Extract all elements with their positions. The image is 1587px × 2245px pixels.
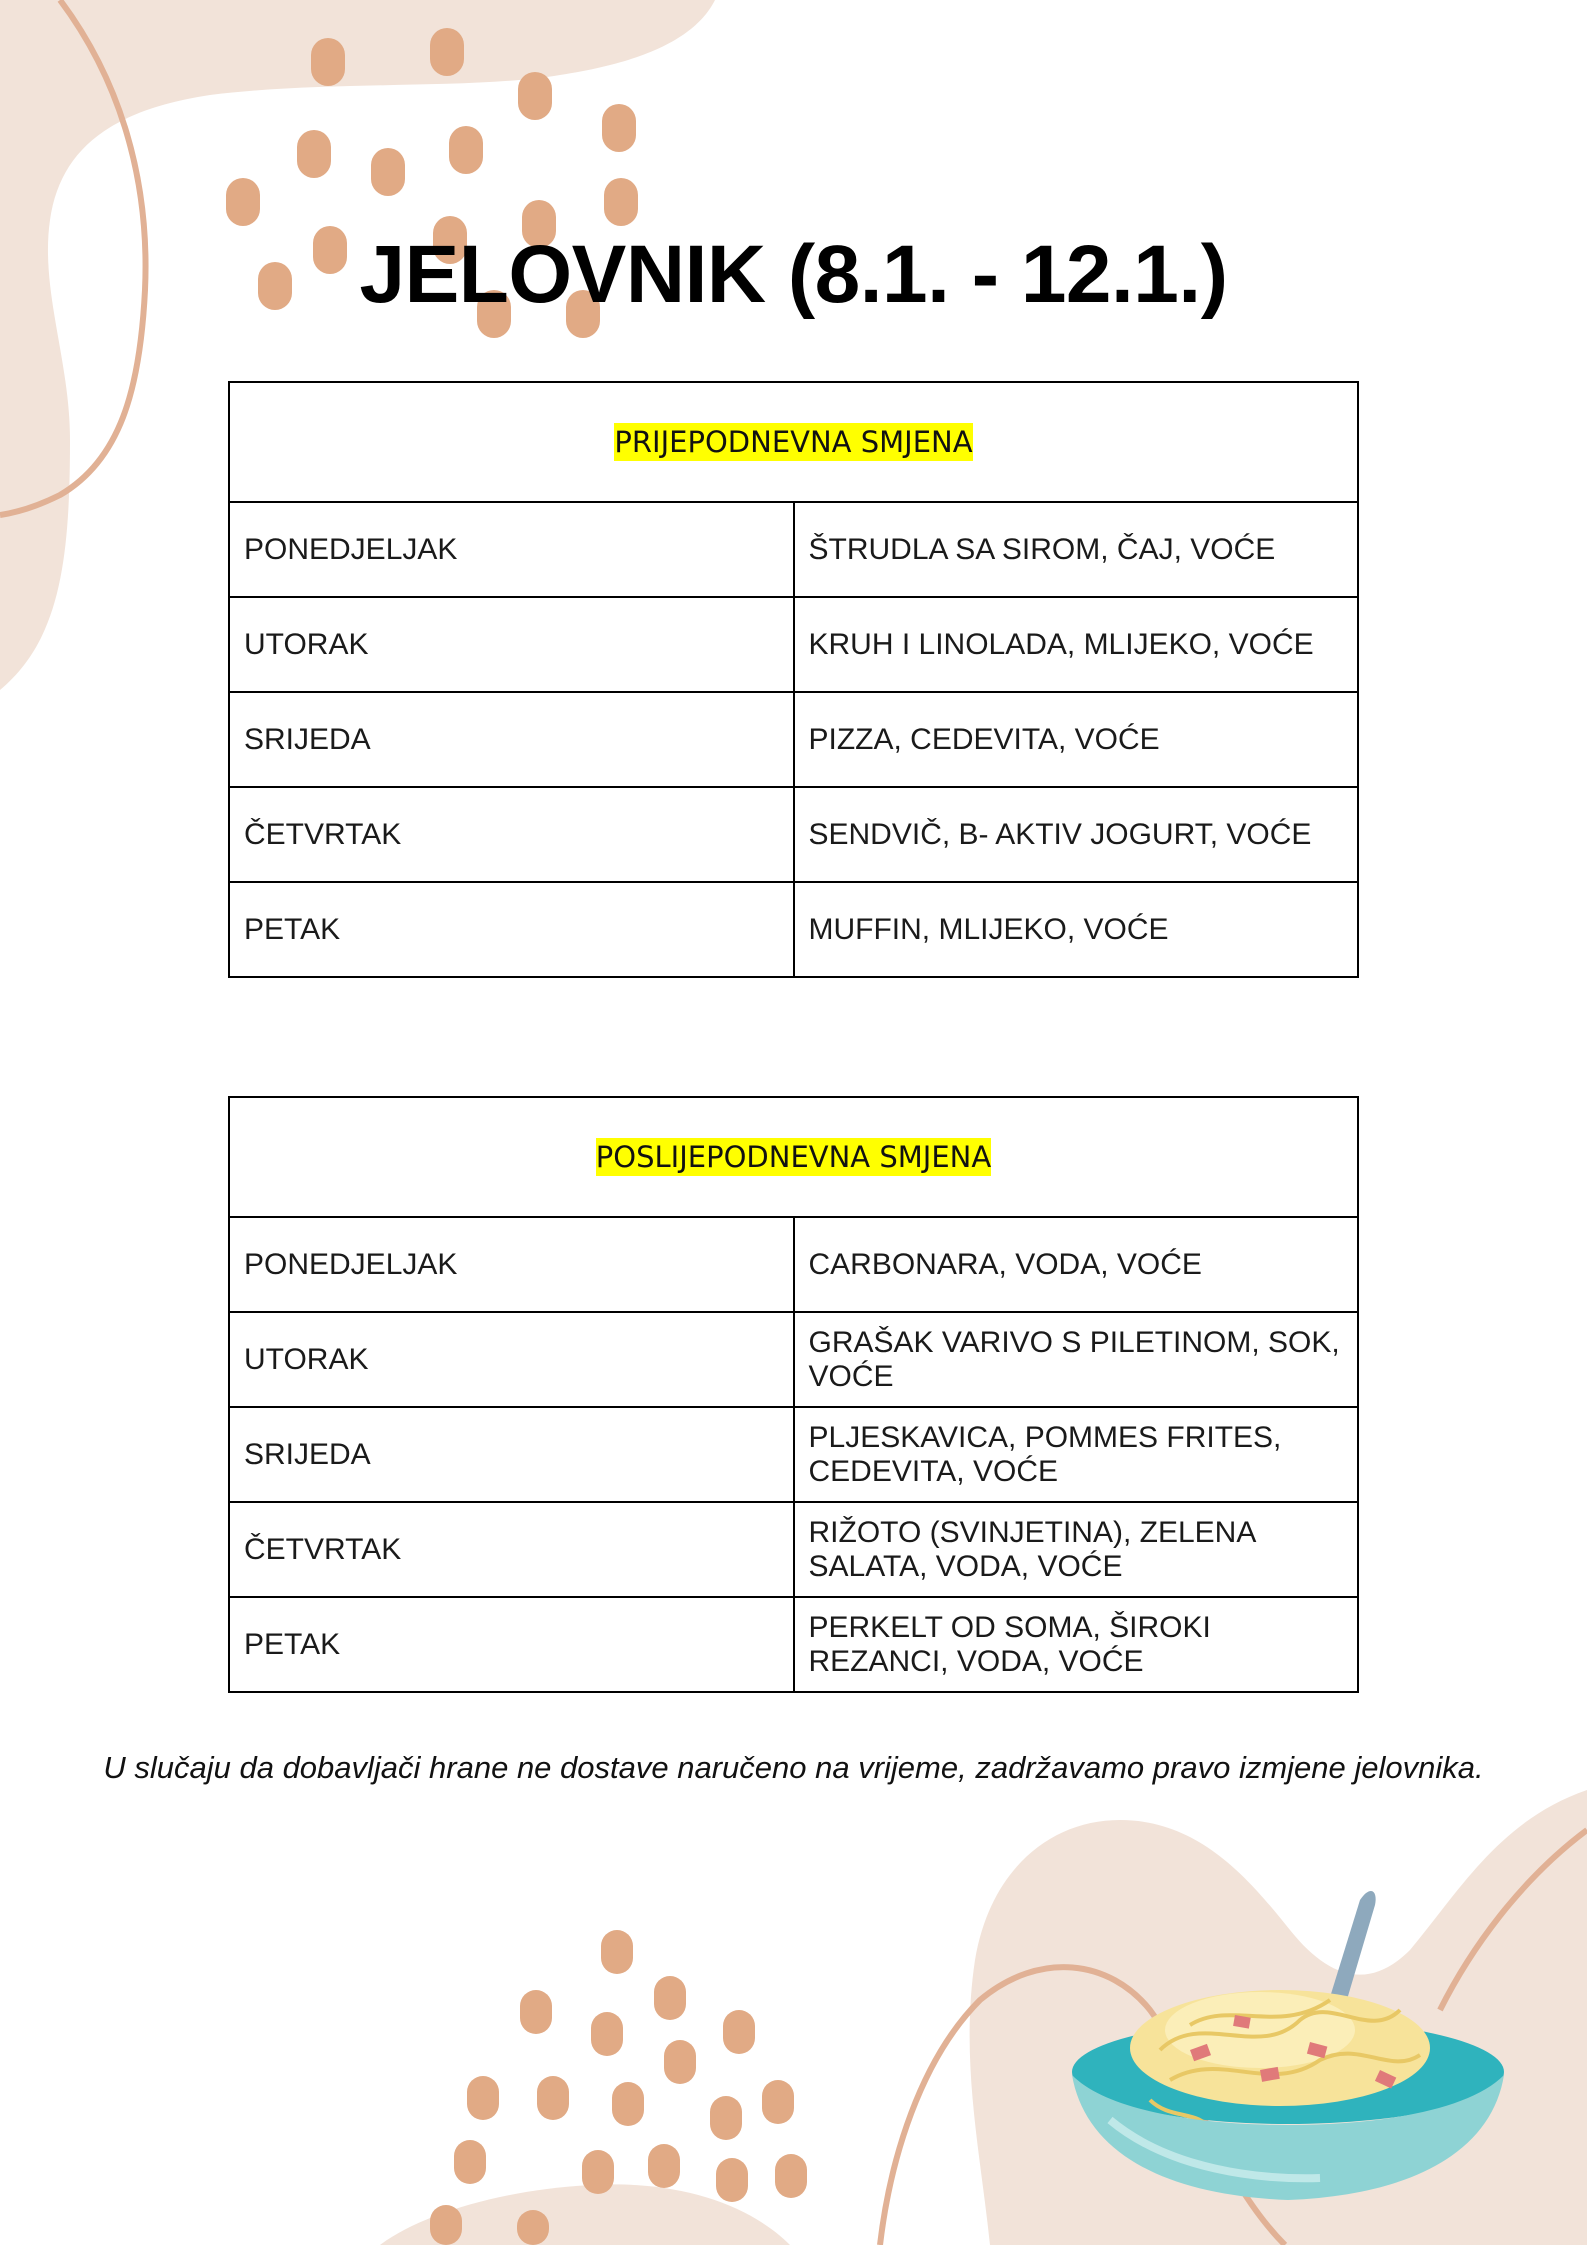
- table-row: [229, 692, 1358, 787]
- day-cell: SRIJEDA: [229, 692, 794, 787]
- meal-cell: CARBONARA, VODA, VOĆE: [794, 1217, 1359, 1312]
- day-cell: UTORAK: [229, 597, 794, 692]
- table-header-row: [229, 1097, 1358, 1217]
- meal-cell: ŠTRUDLA SA SIROM, ČAJ, VOĆE: [794, 502, 1359, 597]
- table-row: [229, 1312, 1358, 1407]
- table-row: [229, 1407, 1358, 1502]
- day-cell: UTORAK: [229, 1312, 794, 1407]
- day-cell: SRIJEDA: [229, 1407, 794, 1502]
- morning-shift-table: [228, 381, 1359, 978]
- page-title: JELOVNIK (8.1. - 12.1.): [359, 229, 1228, 320]
- table-row: [229, 787, 1358, 882]
- day-cell: ČETVRTAK: [229, 787, 794, 882]
- table-heading: PRIJEPODNEVNA SMJENA: [614, 424, 973, 459]
- meal-cell: SENDVIČ, B- AKTIV JOGURT, VOĆE: [794, 787, 1359, 882]
- table-heading-cell: [229, 382, 1358, 502]
- meal-cell: MUFFIN, MLIJEKO, VOĆE: [794, 882, 1359, 977]
- table-row: [229, 882, 1358, 977]
- meal-cell: PIZZA, CEDEVITA, VOĆE: [794, 692, 1359, 787]
- day-cell: PETAK: [229, 882, 794, 977]
- table-header-row: [229, 382, 1358, 502]
- disclaimer-note: U slučaju da dobavljači hrane ne dostave naručeno na vrijeme, zadržavamo pravo izmjene jelovnika.: [103, 1750, 1484, 1785]
- table-row: [229, 1217, 1358, 1312]
- table-heading: POSLIJEPODNEVNA SMJENA: [595, 1139, 992, 1174]
- table-row: [229, 1597, 1358, 1692]
- meal-cell: PLJESKAVICA, POMMES FRITES, CEDEVITA, VOĆE: [794, 1407, 1359, 1502]
- meal-cell: KRUH I LINOLADA, MLIJEKO, VOĆE: [794, 597, 1359, 692]
- meal-cell: PERKELT OD SOMA, ŠIROKI REZANCI, VODA, VOĆE: [794, 1597, 1359, 1692]
- day-cell: PONEDJELJAK: [229, 502, 794, 597]
- table-row: [229, 597, 1358, 692]
- table-heading-cell: [229, 1097, 1358, 1217]
- table-row: [229, 1502, 1358, 1597]
- meal-cell: RIŽOTO (SVINJETINA), ZELENA SALATA, VODA, VOĆE: [794, 1502, 1359, 1597]
- day-cell: ČETVRTAK: [229, 1502, 794, 1597]
- meal-cell: GRAŠAK VARIVO S PILETINOM, SOK, VOĆE: [794, 1312, 1359, 1407]
- day-cell: PONEDJELJAK: [229, 1217, 794, 1312]
- table-row: [229, 502, 1358, 597]
- day-cell: PETAK: [229, 1597, 794, 1692]
- afternoon-shift-table: [228, 1096, 1359, 1693]
